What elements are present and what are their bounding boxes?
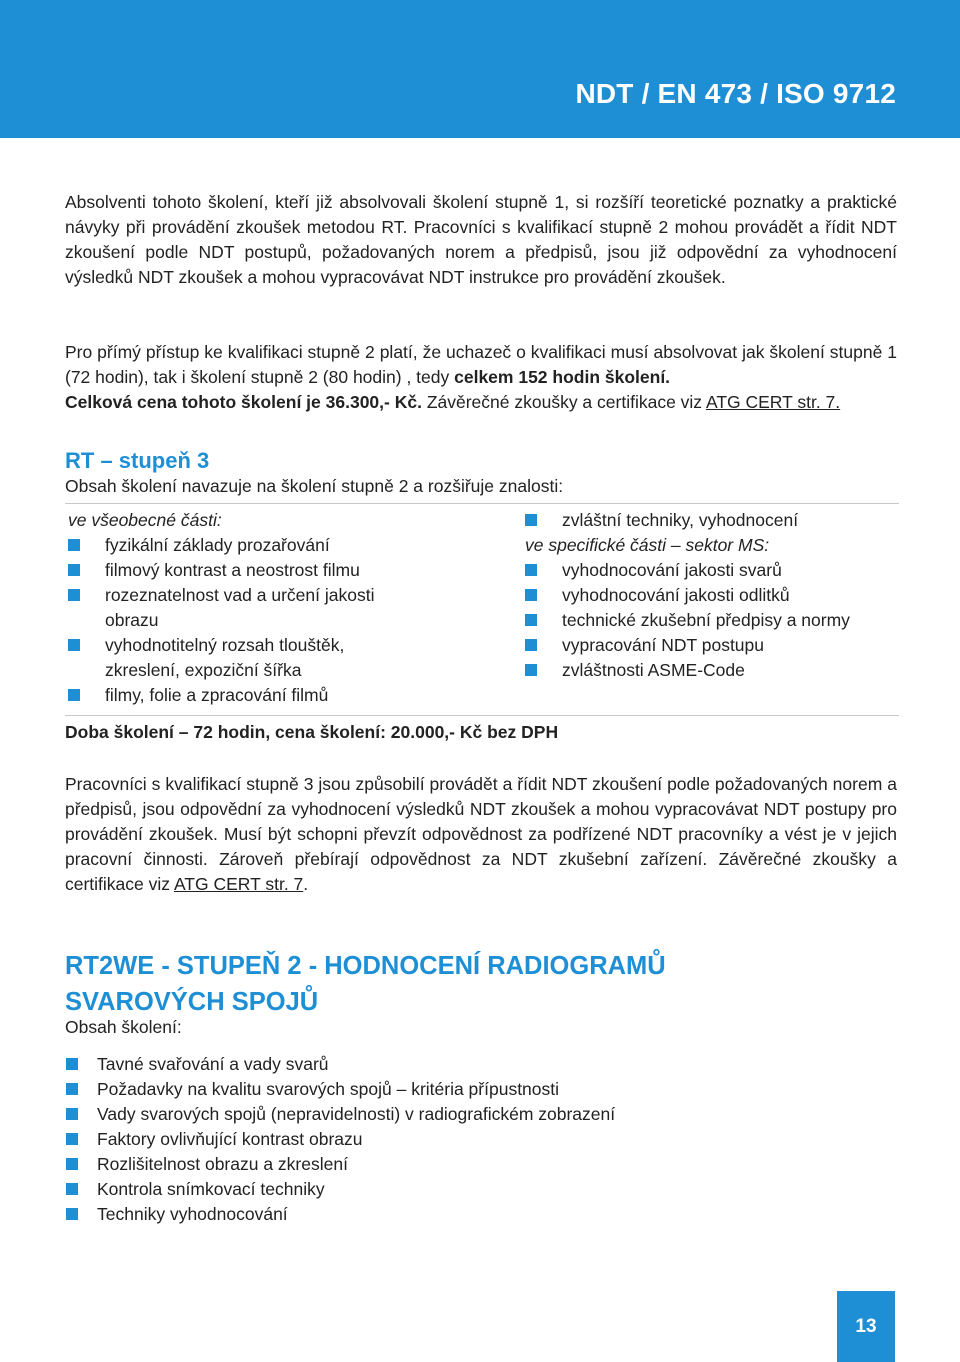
rt3-paragraph: Pracovníci s kvalifikací stupně 3 jsou způsobilí provádět a řídit NDT zkoušení podle požadovaných norem a předpisů, jsou odpovědní za vyhodnocení výsledků NDT zkoušek a mohou vypracovávat NDT postupy pro provádění zkoušek. Musí být schopni převzít odpovědnost za podřízené NDT pracovníky a vést je v jejich pracovní činnosti. Zároveň přebírají odpovědnost za NDT zkušební zařízení. Závěrečné zkoušky a certifikace viz ATG CERT str. 7.: [65, 774, 897, 894]
rt3-title: RT – stupeň 3: [65, 448, 210, 473]
rt3-extra-list: [522, 508, 902, 533]
atg-cert-link-2[interactable]: ATG CERT str. 7: [173, 874, 304, 894]
bullet-square-icon: [66, 1158, 78, 1170]
list-item: vyhodnocování jakosti svarů: [522, 558, 902, 583]
atg-cert-link[interactable]: ATG CERT str. 7.: [705, 392, 841, 412]
list-item: rozeznatelnost vad a určení jakosti obrazu: [65, 583, 405, 633]
list-item: Tavné svařování a vady svarů: [65, 1052, 615, 1077]
list-item: vyhodnotitelný rozsah tlouštěk, zkreslení, expoziční šířka: [65, 633, 395, 683]
rt2we-title-line-2: SVAROVÝCH SPOJŮ: [65, 988, 319, 1016]
rt3-left-column: [65, 508, 445, 708]
list-item: vyhodnocování jakosti odlitků: [522, 583, 902, 608]
intro-p2-price: Celková cena tohoto školení je 36.300,- Kč.: [65, 392, 422, 412]
rt3-top-divider: [65, 503, 899, 504]
list-item: fyzikální základy prozařování: [65, 533, 445, 558]
rt3-paragraph-text: Pracovníci s kvalifikací stupně 3 jsou způsobilí provádět a řídit NDT zkoušení podle požadovaných norem a předpisů, jsou odpovědní za vyhodnocení výsledků NDT zkoušek a mohou vypracovávat NDT postupy pro provádění zkoušek. Musí být schopni převzít odpovědnost za podřízené NDT pracovníky a vést je v jejich pracovní činnosti. Zároveň přebírají odpovědnost za NDT zkušební zařízení. Závěrečné zkoušky a certifikace viz: [65, 774, 897, 894]
list-item: filmy, folie a zpracování filmů: [65, 683, 445, 708]
bullet-square-icon: [525, 614, 537, 626]
intro-p2-total-hours: celkem 152 hodin školení.: [454, 367, 671, 387]
rt3-subtitle: Obsah školení navazuje na školení stupně 2 a rozšiřuje znalosti:: [65, 476, 564, 496]
intro-paragraph-1: Absolventi tohoto školení, kteří již absolvovali školení stupně 1, si rozšíří teoretické poznatky a praktické návyky při provádění zkoušek metodou RT. Pracovníci s kvalifikací stupně 2 mohou provádět a řídit NDT zkoušení podle NDT postupů, požadovaných norem a předpisů, jsou již odpovědní za vyhodnocení výsledků NDT zkoušek a mohou vypracovávat NDT instrukce pro provádění zkoušek.: [65, 192, 897, 287]
intro-paragraph-2: [65, 340, 897, 415]
rt3-general-list: [65, 533, 445, 708]
header-band: [0, 0, 960, 138]
list-item: Požadavky na kvalitu svarových spojů – kritéria přípustnosti: [65, 1077, 615, 1102]
list-item: vypracování NDT postupu: [522, 633, 902, 658]
bullet-square-icon: [66, 1208, 78, 1220]
bullet-square-icon: [525, 589, 537, 601]
bullet-square-icon: [66, 1083, 78, 1095]
bullet-square-icon: [66, 1058, 78, 1070]
bullet-square-icon: [525, 639, 537, 651]
rt2we-title: [65, 948, 897, 1020]
list-item: zvláštní techniky, vyhodnocení: [522, 508, 902, 533]
rt3-duration-price: Doba školení – 72 hodin, cena školení: 20.000,- Kč bez DPH: [65, 722, 559, 742]
bullet-square-icon: [66, 1108, 78, 1120]
intro-p2-text-d: Závěrečné zkoušky a certifikace viz: [421, 392, 706, 412]
rt2we-content-list: [65, 1052, 615, 1227]
list-item: Rozlišitelnost obrazu a zkreslení: [65, 1152, 615, 1177]
bullet-square-icon: [68, 564, 80, 576]
bullet-square-icon: [68, 689, 80, 701]
rt2we-title-line-1: RT2WE - STUPEŇ 2 - HODNOCENÍ RADIOGRAMŮ: [65, 952, 666, 980]
page-header-title: NDT / EN 473 / ISO 9712: [575, 78, 896, 109]
bullet-square-icon: [525, 664, 537, 676]
list-item: zvláštnosti ASME-Code: [522, 658, 902, 683]
list-item: technické zkušební předpisy a normy: [522, 608, 902, 633]
list-item: Faktory ovlivňující kontrast obrazu: [65, 1127, 615, 1152]
bullet-square-icon: [66, 1133, 78, 1145]
bullet-square-icon: [68, 589, 80, 601]
rt3-right-column: [522, 508, 902, 683]
page-number-badge: [837, 1291, 895, 1362]
intro-p2-text-a: Pro přímý přístup ke kvalifikaci stupně 2 platí, že uchazeč o kvalifikaci musí absolvovat jak školení stupně 1 (72 hodin), tak i školení stupně 2 (80 hodin) , tedy: [65, 342, 897, 387]
page-number: 13: [855, 1315, 877, 1337]
rt3-specific-list: [522, 558, 902, 683]
bullet-square-icon: [68, 539, 80, 551]
rt3-general-heading: ve všeobecné části:: [68, 510, 222, 530]
bullet-square-icon: [525, 564, 537, 576]
bullet-square-icon: [525, 514, 537, 526]
rt2we-subtitle: Obsah školení:: [65, 1017, 182, 1037]
bullet-square-icon: [66, 1183, 78, 1195]
rt3-specific-heading: ve specifické části – sektor MS:: [525, 535, 770, 555]
list-item: Kontrola snímkovací techniky: [65, 1177, 615, 1202]
bullet-square-icon: [68, 639, 80, 651]
list-item: Vady svarových spojů (nepravidelnosti) v radiografickém zobrazení: [65, 1102, 615, 1127]
rt3-bottom-divider: [65, 715, 899, 716]
list-item: Techniky vyhodnocování: [65, 1202, 615, 1227]
list-item: filmový kontrast a neostrost filmu: [65, 558, 445, 583]
